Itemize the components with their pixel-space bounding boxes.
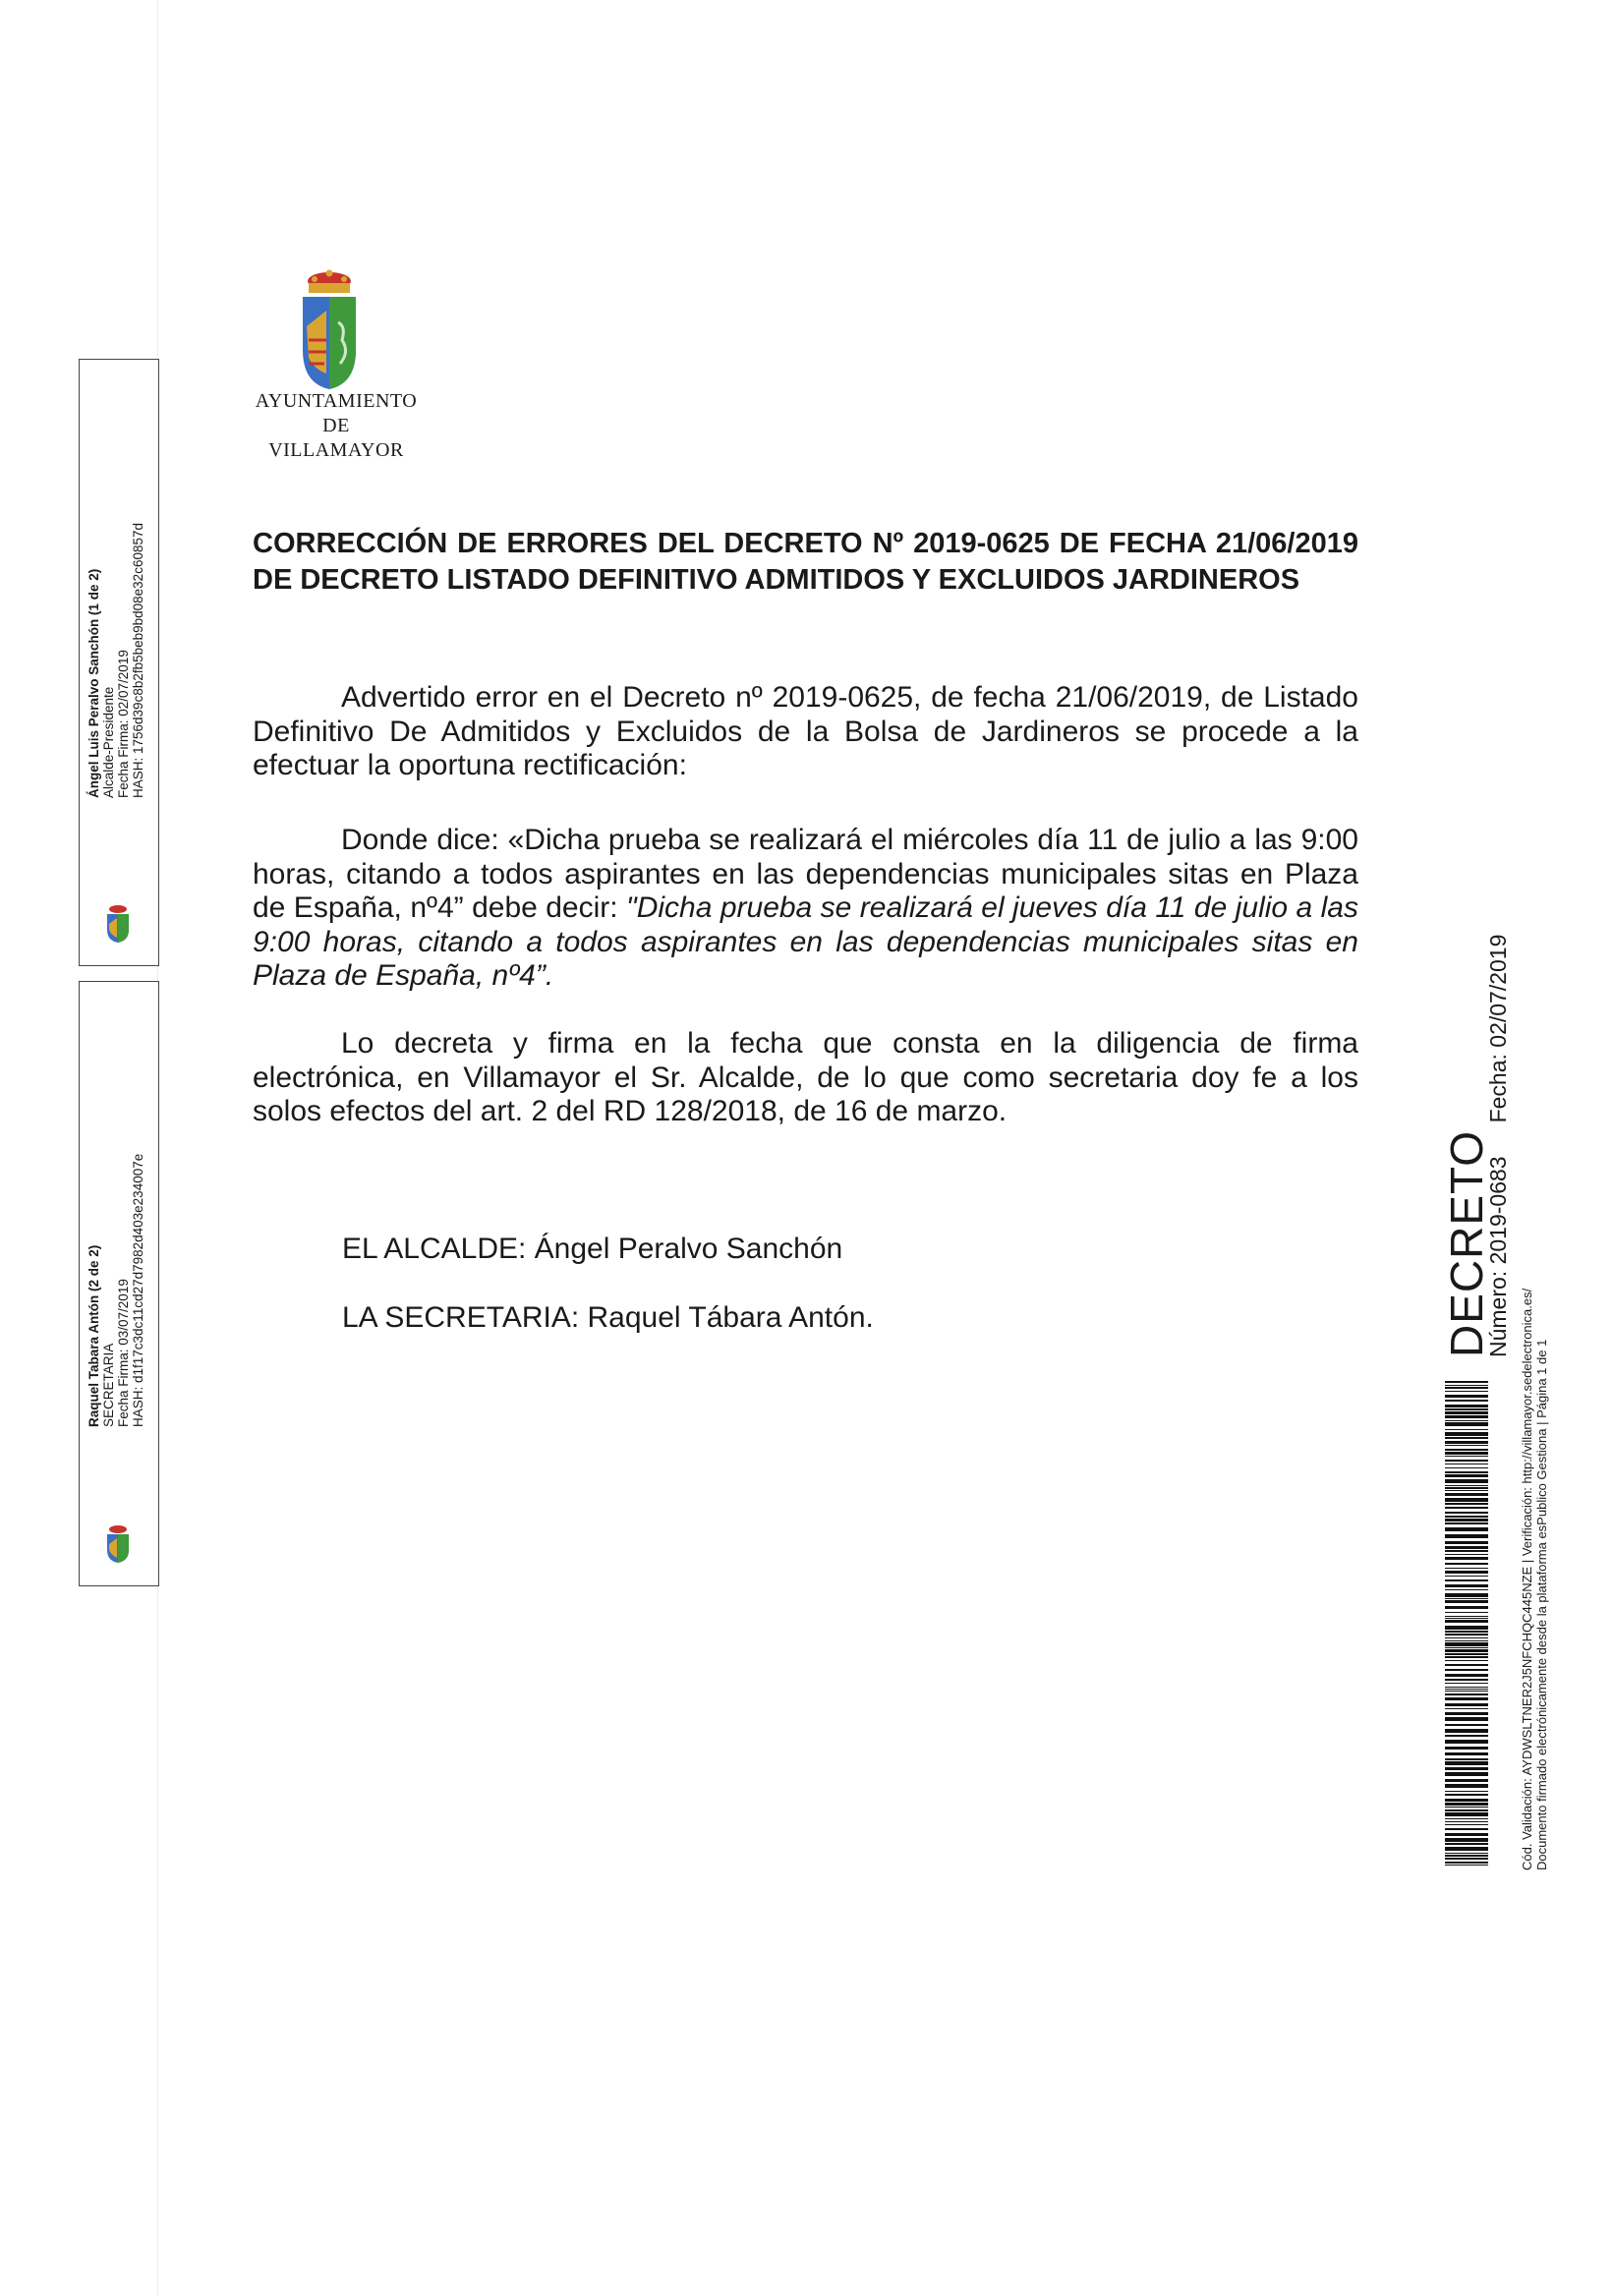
municipality-name <box>228 389 444 463</box>
barcode-bar <box>1445 1557 1488 1560</box>
paragraph-correction <box>253 824 1358 994</box>
barcode-bar <box>1445 1385 1488 1386</box>
barcode-bar <box>1445 1579 1488 1581</box>
barcode-bar <box>1445 1589 1488 1590</box>
barcode-bar <box>1445 1534 1488 1538</box>
barcode-bar <box>1445 1828 1488 1830</box>
barcode-bar <box>1445 1803 1488 1806</box>
barcode-bar <box>1445 1712 1488 1715</box>
barcode-bar <box>1445 1460 1488 1462</box>
barcode-bar <box>1445 1799 1488 1802</box>
barcode-bar <box>1445 1747 1488 1750</box>
barcode-bar <box>1445 1647 1488 1648</box>
barcode-bar <box>1445 1391 1488 1392</box>
barcode-bar <box>1445 1600 1488 1603</box>
barcode-bar <box>1445 1395 1488 1398</box>
signature-secretary: LA SECRETARIA: Raquel Tábara Antón. <box>342 1301 874 1334</box>
barcode-bar <box>1445 1612 1488 1613</box>
barcode-bar <box>1445 1490 1488 1491</box>
barcode-bar <box>1445 1584 1488 1587</box>
barcode-bar <box>1445 1779 1488 1782</box>
validation-code: Cód. Validación: AYDWSLTNER2J5NFCHQC445NZE | Verificación: http://villamayor.sedelectronica.es/ <box>1520 1288 1534 1870</box>
barcode-bar <box>1445 1598 1488 1599</box>
barcode-bar <box>1445 1429 1488 1430</box>
barcode-bar <box>1445 1824 1488 1825</box>
barcode-bar <box>1445 1522 1488 1524</box>
barcode-bar <box>1445 1858 1488 1860</box>
barcode-bar <box>1445 1703 1488 1706</box>
org-line-2: DE <box>322 415 350 436</box>
barcode-bar <box>1445 1479 1488 1483</box>
barcode-bar <box>1445 1415 1488 1418</box>
document-title: CORRECCIÓN DE ERRORES DEL DECRETO Nº 2019-0625 DE FECHA 21/06/2019 DE DECRETO LISTADO DEFINITIVO ADMITIDOS Y EXCLUIDOS JARDINEROS <box>253 528 1358 596</box>
coat-of-arms-mini-icon <box>103 904 133 944</box>
barcode-bar <box>1445 1620 1488 1623</box>
barcode-bar <box>1445 1865 1488 1866</box>
barcode-bar <box>1445 1833 1488 1836</box>
barcode-bar <box>1445 1758 1488 1760</box>
barcode-bar <box>1445 1683 1488 1684</box>
barcode-bar <box>1445 1381 1488 1383</box>
barcode-bar <box>1445 1563 1488 1565</box>
barcode-bar <box>1445 1449 1488 1451</box>
decree-number: Número: 2019-0683 <box>1485 1156 1511 1357</box>
signer-name: Raquel Tabara Antón (2 de 2) <box>86 1244 101 1427</box>
barcode-bar <box>1445 1437 1488 1439</box>
barcode-bar <box>1445 1693 1488 1695</box>
coat-of-arms-mini-icon <box>103 1524 133 1564</box>
barcode-bar <box>1445 1631 1488 1633</box>
decree-date: Fecha: 02/07/2019 <box>1485 934 1511 1123</box>
barcode-bar <box>1445 1519 1488 1521</box>
barcode-bar <box>1445 1618 1488 1619</box>
barcode-bar <box>1445 1812 1488 1816</box>
barcode-bar <box>1445 1847 1488 1851</box>
signature-date: Fecha Firma: 03/07/2019 <box>116 1279 131 1427</box>
signer-role: Alcalde-Presidente <box>101 686 116 798</box>
barcode-bar <box>1445 1487 1488 1489</box>
barcode-bar <box>1445 1649 1488 1652</box>
signature-date: Fecha Firma: 02/07/2019 <box>116 650 131 798</box>
barcode-bar <box>1445 1471 1488 1473</box>
barcode-bar <box>1445 1807 1488 1808</box>
barcode-bar <box>1445 1467 1488 1468</box>
barcode-bar <box>1445 1642 1488 1646</box>
barcode-bar <box>1445 1571 1488 1574</box>
barcode-bar <box>1445 1516 1488 1518</box>
barcode-bar <box>1445 1568 1488 1569</box>
signer-name: Ángel Luis Peralvo Sanchón (1 de 2) <box>86 568 101 798</box>
barcode-bar <box>1445 1503 1488 1505</box>
barcode-bar <box>1445 1669 1488 1671</box>
barcode-bar <box>1445 1689 1488 1690</box>
barcode-bar <box>1445 1724 1488 1726</box>
barcode-bar <box>1445 1498 1488 1502</box>
signature-hash: HASH: d1f17c3dc11cd27d7982d403e234007e <box>131 1153 145 1427</box>
verification-text <box>1520 1289 1549 1870</box>
barcode-bar <box>1445 1656 1488 1658</box>
barcode-bar <box>1445 1626 1488 1630</box>
barcode-bar <box>1445 1855 1488 1857</box>
signature-block-mayor <box>86 523 145 798</box>
barcode-bar <box>1445 1616 1488 1617</box>
correction-corrected-text: "Dicha prueba se realizará el jueves día 11 de julio a las 9:00 horas, citando a todos aspirantes en las dependencias municipales sitas en Plaza de España, nº4”. <box>253 891 1358 992</box>
barcode-bar <box>1445 1541 1488 1544</box>
barcode-bar <box>1445 1554 1488 1555</box>
paragraph-error-notice: Advertido error en el Decreto nº 2019-0625, de fecha 21/06/2019, de Listado Definitivo De Admitidos y Excluidos de la Bolsa de Jardineros se procede a la efectuar la oportuna rectificación: <box>253 681 1358 781</box>
platform-footer: Documento firmado electrónicamente desde la plataforma esPublico Gestiona | Página 1 de 1 <box>1534 1339 1549 1870</box>
barcode-bar <box>1445 1708 1488 1709</box>
barcode-bar <box>1445 1593 1488 1597</box>
barcode-bar <box>1445 1493 1488 1496</box>
barcode-bar <box>1445 1474 1488 1477</box>
signature-mayor: EL ALCALDE: Ángel Peralvo Sanchón <box>342 1233 843 1265</box>
org-line-3: VILLAMAYOR <box>268 439 404 461</box>
barcode-bar <box>1445 1452 1488 1455</box>
validation-barcode <box>1445 1381 1488 1867</box>
org-line-1: AYUNTAMIENTO <box>255 390 418 412</box>
barcode-bar <box>1445 1660 1488 1661</box>
barcode-bar <box>1445 1441 1488 1444</box>
barcode-bar <box>1445 1527 1488 1531</box>
barcode-bar <box>1445 1862 1488 1864</box>
coat-of-arms-icon <box>295 267 364 395</box>
barcode-bar <box>1445 1717 1488 1721</box>
barcode-bar <box>1445 1761 1488 1765</box>
barcode-bar <box>1445 1576 1488 1577</box>
barcode-bar <box>1445 1794 1488 1796</box>
signature-block-secretary <box>86 1154 145 1427</box>
barcode-bar <box>1445 1445 1488 1446</box>
barcode-bar <box>1445 1740 1488 1744</box>
barcode-bar <box>1445 1400 1488 1402</box>
barcode-bar <box>1445 1752 1488 1755</box>
barcode-bar <box>1445 1772 1488 1776</box>
barcode-bar <box>1445 1679 1488 1681</box>
barcode-bar <box>1445 1408 1488 1410</box>
decree-stamp-info <box>1484 935 1512 1357</box>
barcode-bar <box>1445 1507 1488 1509</box>
barcode-bar <box>1445 1687 1488 1688</box>
barcode-bar <box>1445 1411 1488 1414</box>
barcode-bar <box>1445 1697 1488 1700</box>
barcode-bar <box>1445 1767 1488 1770</box>
barcode-bar <box>1445 1640 1488 1641</box>
barcode-bar <box>1445 1550 1488 1552</box>
barcode-bar <box>1445 1432 1488 1436</box>
barcode-bar <box>1445 1784 1488 1788</box>
paragraph-decree-closing: Lo decreta y firma en la fecha que consta en la diligencia de firma electrónica, en Villamayor el Sr. Alcalde, de lo que como secretaria doy fe a los solos efectos del art. 2 del RD 128/2018, de 16 de marzo. <box>253 1027 1358 1127</box>
barcode-bar <box>1445 1653 1488 1655</box>
barcode-bar <box>1445 1512 1488 1514</box>
barcode-bar <box>1445 1485 1488 1486</box>
barcode-bar <box>1445 1843 1488 1845</box>
decree-stamp-title: DECRETO <box>1441 1129 1492 1357</box>
barcode-bar <box>1445 1606 1488 1609</box>
barcode-bar <box>1445 1838 1488 1842</box>
barcode-bar <box>1445 1634 1488 1636</box>
barcode-bar <box>1445 1387 1488 1389</box>
signature-hash: HASH: 1756d39c8b2fb5beb9bd08e32c60857d <box>131 523 145 798</box>
barcode-bar <box>1445 1735 1488 1737</box>
barcode-bar <box>1445 1674 1488 1677</box>
correction-original-text: Donde dice: «Dicha prueba se realizará el miércoles día 11 de julio a las 9:00 horas, citando a todos aspirantes en las dependencias municipales sitas en Plaza de España, nº4” debe decir: <box>253 824 1358 924</box>
barcode-bar <box>1445 1853 1488 1854</box>
barcode-bar <box>1445 1422 1488 1426</box>
barcode-bar <box>1445 1637 1488 1638</box>
barcode-bar <box>1445 1691 1488 1692</box>
signer-role: SECRETARIA <box>101 1343 116 1427</box>
barcode-bar <box>1445 1809 1488 1811</box>
barcode-bar <box>1445 1729 1488 1733</box>
barcode-bar <box>1445 1791 1488 1792</box>
barcode-bar <box>1445 1420 1488 1421</box>
barcode-bar <box>1445 1546 1488 1549</box>
barcode-bar <box>1445 1818 1488 1819</box>
barcode-bar <box>1445 1664 1488 1666</box>
barcode-bar <box>1445 1821 1488 1822</box>
barcode-bar <box>1445 1456 1488 1457</box>
barcode-bar <box>1445 1405 1488 1407</box>
